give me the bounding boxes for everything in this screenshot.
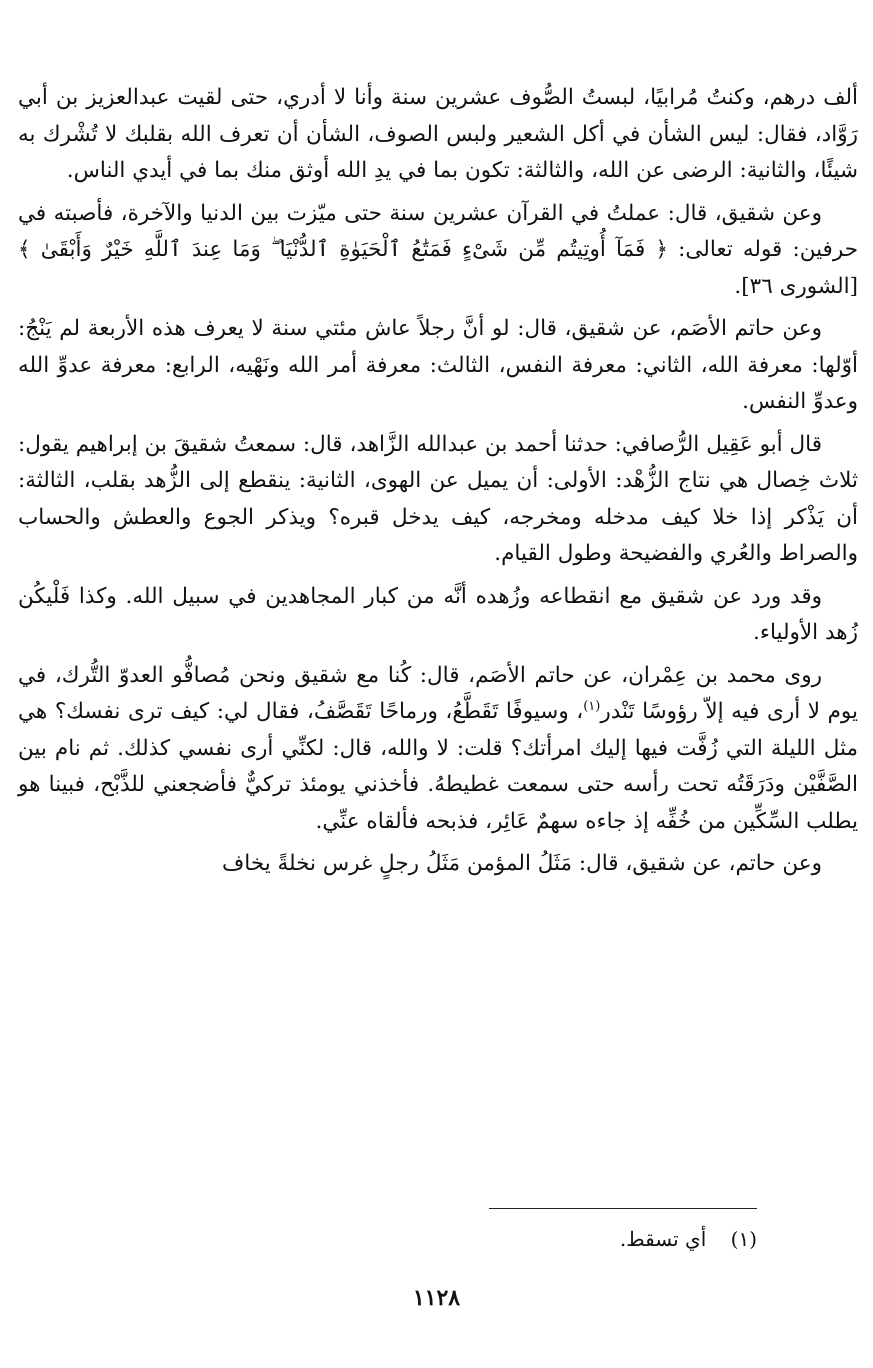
footnote [457,1225,757,1253]
page-number: ١١٢٨ [412,1285,461,1311]
paragraph-6-text-before: روى محمد بن عِمْران، عن حاتم الأصَم، قال: كُنا مع شقيق ونحن مُصافُّو العدوّ التُّرك، في يوم لا أرى فيه إلاّ رؤوسًا تَنْدر [18,662,858,724]
paragraph-7: وعن حاتم، عن شقيق، قال: مَثَلُ المؤمن مَثَلُ رجلٍ غرس نخلةً يخاف [222,851,822,876]
paragraph-1: ألف درهم، وكنتُ مُرابيًا، لبستُ الصُّوف عشرين سنة وأنا لا أدري، حتى لقيت عبدالعزيز بن أبي رَوَّاد، فقال: ليس الشأن في أكل الشعير ولبس الصوف، الشأن أن تعرف الله بقلبك لا تُشْرك به شيئًا، والثانية: الرضى عن الله، والثالثة: تكون بما في يدِ الله أوثق منك بما في أيدي الناس. [18,85,858,183]
page-body [18,80,858,889]
footnote-reference[interactable]: (١) [583,698,601,714]
paragraph-4: قال أبو عَقِيل الرُّصافي: حدثنا أحمد بن عبدالله الزَّاهد، قال: سمعتُ شقيقَ بن إبراهيم يقول: ثلاث خِصال هي نتاج الزُّهْد: الأولى: أن يميل عن الهوى، الثانية: ينقطع إلى الزُّهد بقلب، الثالثة: أن يَذْكر إذا خلا كيف مدخله ومخرجه، كيف يدخل قبره؟ ويذكر الجوع والعطش والحساب والصراط والعُري والفضيحة وطول القيام. [18,431,858,566]
paragraph-6-text-after: ، وسيوفًا تَقَطَّعُ، ورماحًا تَقَصَّفُ، فقال لي: كيف ترى نفسك؟ هي مثل الليلة التي زُفَّت فيها إليك امرأتك؟ قلت: لا والله، قال: لكنِّي أرى نفسي كذلك. ثم نام بين الصَّفَّيْن ودَرَقَتُه تحت رأسه حتى سمعت غطيطهُ. فأخذني يومئذ تركيٌّ فأضجعني للذَّبْح، فبينا هو يطلب السِّكِّين من خُفِّه إذ جاءه سهمٌ عَائِر، فذبحه فألقاه عنِّي. [18,699,858,834]
footnote-divider [489,1208,757,1209]
footnote-number: (١) [730,1227,757,1251]
paragraph-6 [18,658,858,841]
paragraph-2: وعن شقيق، قال: عملتُ في القرآن عشرين سنة حتى ميّزت بين الدنيا والآخرة، فأصبته في حرفين: قوله تعالى: ﴿ فَمَآ أُوتِيتُم مِّن شَىْءٍ فَمَتَٰعُ ٱلْحَيَوٰةِ ٱلدُّنْيَا ۖ وَمَا عِندَ ٱللَّهِ خَيْرٌ وَأَبْقَىٰ ﴾ [الشورى ٣٦]. [18,200,858,299]
footnote-text: أي تسقط. [619,1227,707,1251]
paragraph-3: وعن حاتم الأصَم، عن شقيق، قال: لو أنَّ رجلاً عاش مئتي سنة لا يعرف هذه الأربعة لم يَنْجُ: أوّلها: معرفة الله، الثاني: معرفة النفس، الثالث: معرفة أمر الله ونَهْيه، الرابع: معرفة عدوِّ الله وعدوِّ النفس. [18,316,858,414]
paragraph-5: وقد ورد عن شقيق مع انقطاعه وزُهده أنَّه من كبار المجاهدين في سبيل الله. وكذا فَلْيكُن زُهد الأولياء. [18,583,858,645]
